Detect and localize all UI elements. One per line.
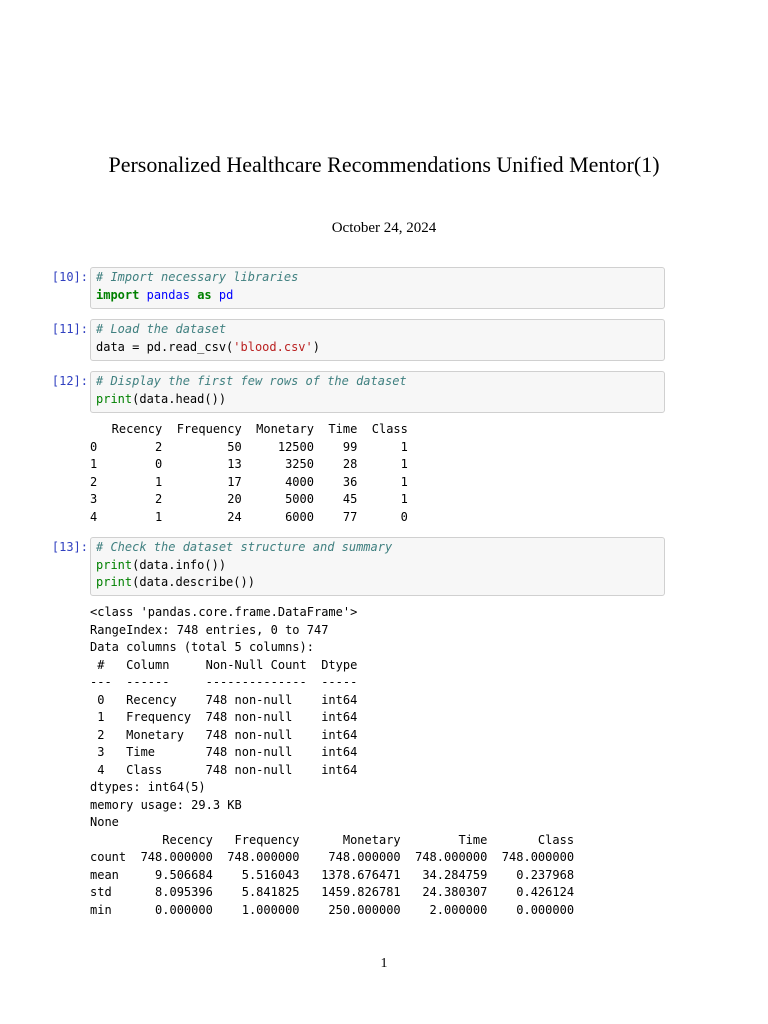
output-line: RangeIndex: 748 entries, 0 to 747	[90, 622, 329, 637]
output-line: min 0.000000 1.000000 250.000000 2.000000 0.000000	[90, 902, 575, 917]
output-line: 3 Time 748 non-null int64	[90, 745, 358, 759]
page-number: 1	[380, 956, 388, 971]
code-token: 'blood.csv'	[233, 339, 313, 354]
code-token	[212, 288, 219, 302]
output-line: 2 Monetary 748 non-null int64	[90, 727, 358, 742]
code-line	[96, 557, 659, 575]
output-line: count 748.000000 748.000000 748.000000 748.000000 748.000000	[90, 850, 575, 864]
code-cell[interactable]	[90, 537, 665, 596]
code-token: )	[312, 339, 320, 354]
output-line: 4 1 24 6000 77 0	[90, 509, 408, 524]
code-line	[96, 339, 659, 357]
code-token: print	[96, 557, 133, 572]
code-token: # Import necessary libraries	[96, 270, 299, 284]
cell-prompt: [13]:	[51, 540, 88, 554]
code-token: (data.describe())	[132, 575, 255, 589]
cell-output	[90, 604, 574, 919]
code-token: import	[96, 287, 140, 302]
output-line: Recency Frequency Monetary Time Class	[90, 422, 408, 436]
code-token	[139, 288, 146, 302]
output-line: 1 0 13 3250 28 1	[90, 457, 408, 471]
output-line: None	[90, 815, 119, 829]
code-line	[96, 321, 659, 339]
document-date: October 24, 2024	[331, 220, 437, 236]
code-line	[96, 574, 659, 592]
output-line: 1 Frequency 748 non-null int64	[90, 710, 358, 724]
output-line: # Column Non-Null Count Dtype	[90, 657, 358, 672]
document-title: Personalized Healthcare Recommendations Unified Mentor(1)	[108, 152, 660, 177]
code-cell[interactable]	[90, 319, 665, 361]
cell-prompt: [11]:	[51, 322, 88, 336]
code-token: pd	[218, 287, 234, 302]
code-token: (data.info())	[132, 557, 227, 572]
code-token: print	[96, 391, 133, 406]
cell-prompt: [10]:	[51, 270, 88, 284]
output-line: 3 2 20 5000 45 1	[90, 492, 408, 506]
output-line: <class 'pandas.core.frame.DataFrame'>	[90, 605, 358, 619]
output-line: 4 Class 748 non-null int64	[90, 762, 358, 777]
cell-prompt: [12]:	[51, 374, 88, 388]
output-line: 2 1 17 4000 36 1	[90, 474, 408, 489]
code-cell[interactable]	[90, 267, 665, 309]
code-token: print	[96, 575, 133, 589]
output-line: std 8.095396 5.841825 1459.826781 24.380307 0.426124	[90, 885, 575, 899]
output-line: mean 9.506684 5.516043 1378.676471 34.284759 0.237968	[90, 867, 575, 882]
code-line	[96, 373, 659, 391]
output-line: 0 Recency 748 non-null int64	[90, 692, 358, 707]
code-token: # Load the dataset	[96, 322, 227, 336]
output-line: Data columns (total 5 columns):	[90, 640, 314, 654]
code-line	[96, 539, 659, 557]
code-token: # Check the dataset structure and summary	[96, 540, 393, 554]
output-line: --- ------ -------------- -----	[90, 675, 358, 689]
code-token: data = pd.read_csv(	[96, 339, 234, 354]
cell-output	[90, 421, 408, 526]
output-line: memory usage: 29.3 KB	[90, 797, 242, 812]
code-token: pandas	[146, 287, 190, 302]
code-line	[96, 391, 659, 409]
code-token: as	[197, 287, 212, 302]
output-line: Recency Frequency Monetary Time Class	[90, 832, 575, 847]
output-line: dtypes: int64(5)	[90, 780, 206, 794]
code-line	[96, 269, 659, 287]
code-cell[interactable]	[90, 371, 665, 413]
output-line: 0 2 50 12500 99 1	[90, 439, 408, 454]
code-token: # Display the first few rows of the dataset	[96, 374, 407, 388]
code-line	[96, 287, 659, 305]
code-token: (data.head())	[132, 391, 227, 406]
